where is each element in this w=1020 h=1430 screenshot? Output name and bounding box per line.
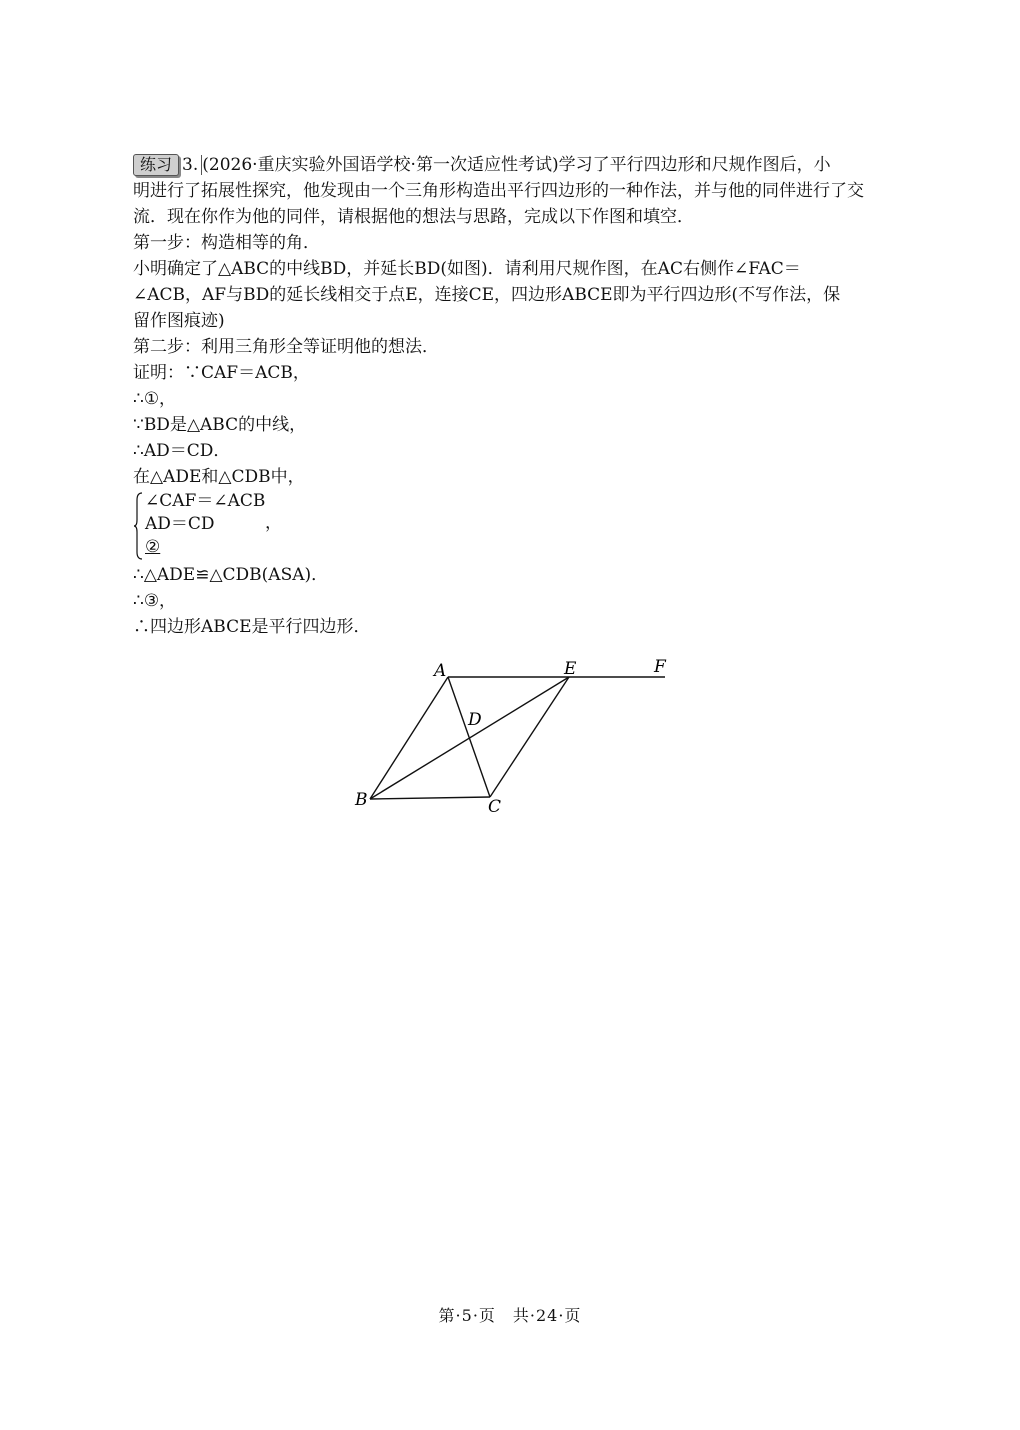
step-2-title: 第二步：利用三角形全等证明他的想法． <box>133 337 439 357</box>
page-footer: 第·5·页 共·24·页 <box>438 1306 582 1325</box>
exercise-badge: 练习 <box>133 154 179 176</box>
segment-BC <box>370 797 490 799</box>
problem-block <box>133 152 890 640</box>
label-C: C <box>488 797 502 817</box>
segment-AC <box>448 677 490 797</box>
proof-line: ∴①， <box>133 389 177 409</box>
step-1-line-1: 小明确定了△ABC的中线BD，并延长BD(如图)．请利用尺规作图，在AC右侧作∠FAC＝ <box>133 259 801 279</box>
label-A: A <box>434 661 447 681</box>
proof-line: ∵BD是△ABC的中线， <box>133 415 307 435</box>
condition-2: AD＝CD <box>145 514 215 534</box>
proof-line: 在△ADE和△CDB中， <box>133 467 305 487</box>
condition-3-blank: ② <box>145 537 161 557</box>
label-D: D <box>468 710 482 730</box>
system-comma: ， <box>265 513 282 533</box>
proof-line: 证明：∵CAF＝ACB， <box>133 363 310 383</box>
problem-text-line-1: (2026·重庆实验外国语学校·第一次适应性考试)学习了平行四边形和尺规作图后，小 <box>202 155 831 175</box>
segment-BE <box>370 677 569 799</box>
label-F: F <box>654 657 666 677</box>
problem-text-line-3: 流．现在你作为他的同伴，请根据他的想法与思路，完成以下作图和填空． <box>133 207 694 227</box>
segment-CE <box>490 677 569 797</box>
conclusion-line: ∴③， <box>133 591 177 611</box>
proof-line: ∴AD＝CD． <box>133 441 231 461</box>
label-B: B <box>355 790 368 810</box>
geometry-figure <box>350 652 690 822</box>
condition-1: ∠CAF＝∠ACB <box>145 491 266 511</box>
step-1-title: 第一步：构造相等的角． <box>133 233 320 253</box>
problem-text-line-2: 明进行了拓展性探究，他发现由一个三角形构造出平行四边形的一种作法，并与他的同伴进行了交 <box>133 181 864 201</box>
problem-header <box>133 152 890 178</box>
brace-icon <box>133 492 143 560</box>
step-1-line-2: ∠ACB，AF与BD的延长线相交于点E，连接CE，四边形ABCE即为平行四边形(不写作法，保 <box>133 285 841 305</box>
segment-AB <box>370 677 448 799</box>
conclusion-line: ∴△ADE≌△CDB(ASA)． <box>133 565 329 585</box>
condition-system <box>133 490 890 562</box>
conclusion-line: ∴四边形ABCE是平行四边形． <box>133 617 371 637</box>
question-number: 3. <box>179 155 202 175</box>
step-1-line-3: 留作图痕迹) <box>133 311 225 331</box>
label-E: E <box>564 659 577 679</box>
